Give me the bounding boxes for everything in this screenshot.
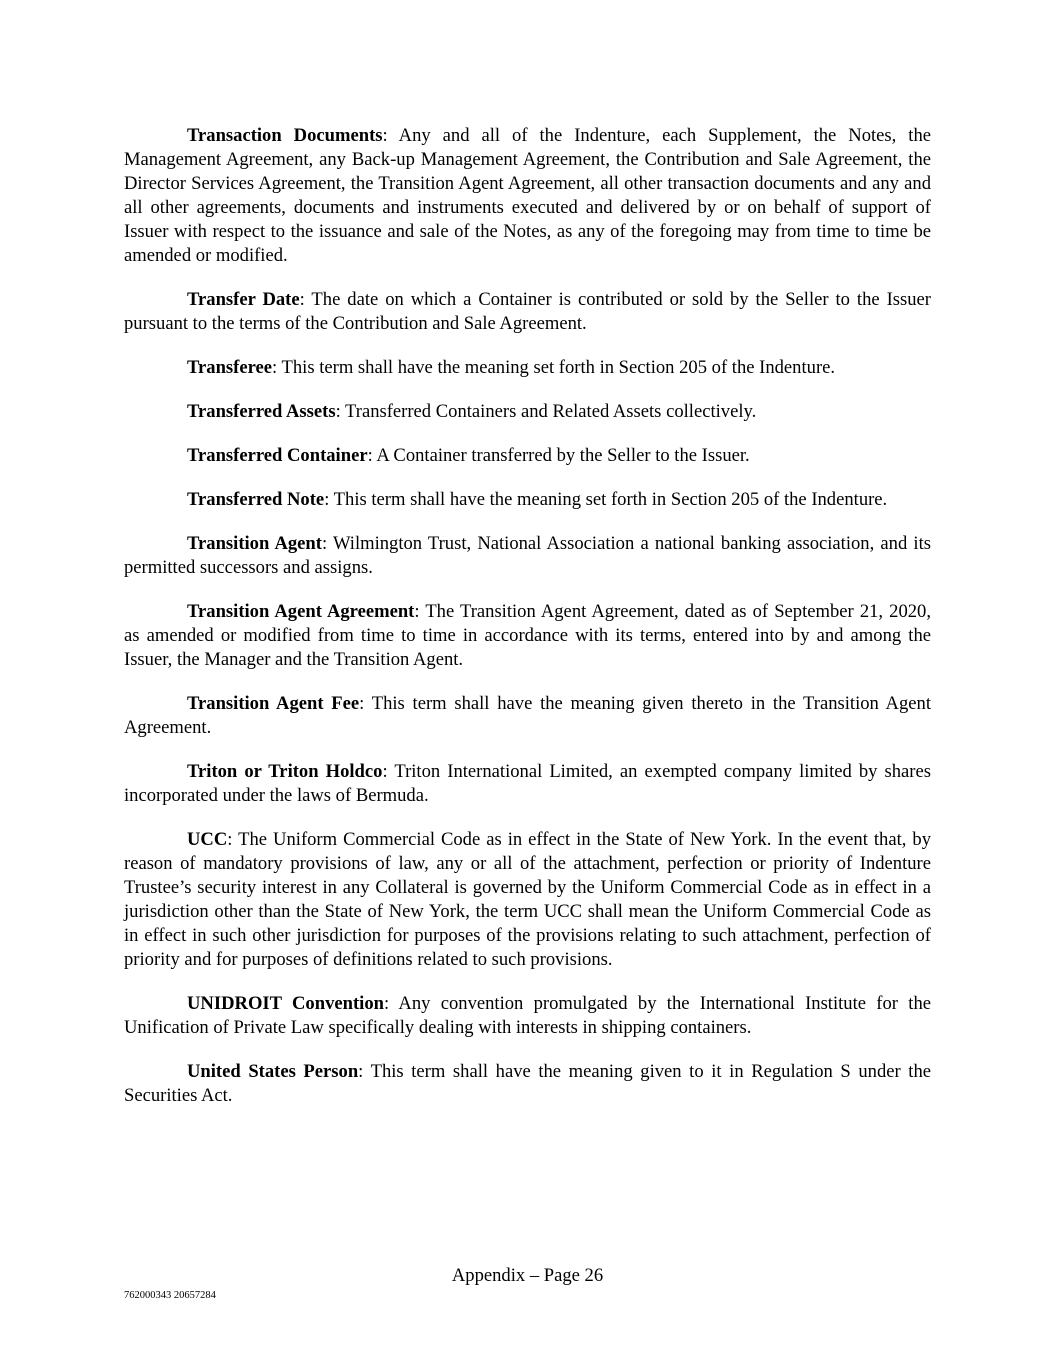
definition-term: Transition Agent bbox=[187, 533, 322, 554]
definition-text: The Uniform Commercial Code as in effect in the State of New York. In the event that, by reason of mandatory provisions of law, any or all of the attachment, perfection or priority of Indenture Trustee’s security interest in any Collateral is governed by the Uniform Commercial Code as in effect in a jurisdiction other than the State of New York, the term UCC shall mean the Uniform Commercial Code as in effect in such other jurisdiction for purposes of the provisions relating to such attachment, perfection of priority and for purposes of definitions related to such provisions. bbox=[124, 829, 932, 970]
definition-term: Transferee bbox=[187, 357, 273, 378]
definition-term: Triton or Triton Holdco bbox=[187, 761, 383, 782]
definition-separator: : bbox=[335, 401, 346, 422]
definition-text: Triton International Limited, an exempted company limited by shares incorporated under the laws of Bermuda. bbox=[124, 761, 931, 806]
definition-text: The Transition Agent Agreement, dated as of September 21, 2020, as amended or modified from time to time in accordance with its terms, entered into by and among the Issuer, the Manager and the Transition Agent. bbox=[124, 601, 931, 670]
definition-separator: : bbox=[324, 489, 334, 510]
definition-transferred-container bbox=[124, 444, 931, 468]
definition-term: Transfer Date bbox=[187, 289, 300, 310]
definition-term: UCC bbox=[187, 829, 228, 850]
definition-term: Transition Agent Fee bbox=[187, 693, 360, 714]
definition-separator: : bbox=[272, 357, 282, 378]
definition-transition-agent-agreement bbox=[124, 600, 931, 672]
definitions-list bbox=[124, 124, 931, 1128]
definition-separator: : bbox=[367, 445, 377, 466]
page-number-footer: Appendix – Page 26 bbox=[451, 1265, 604, 1286]
definition-text: Any convention promulgated by the International Institute for the Unification of Private Law specifically dealing with interests in shipping containers. bbox=[124, 993, 931, 1038]
definition-transaction-documents bbox=[124, 124, 931, 268]
definition-separator: : bbox=[382, 761, 395, 782]
definition-transition-agent bbox=[124, 532, 931, 580]
definition-transferee bbox=[124, 356, 931, 380]
definition-separator: : bbox=[227, 829, 239, 850]
definition-separator: : bbox=[358, 1061, 371, 1082]
definition-separator: : bbox=[359, 693, 372, 714]
definition-term: Transferred Note bbox=[187, 489, 325, 510]
definition-text: This term shall have the meaning given to it in Regulation S under the Securities Act. bbox=[124, 1061, 932, 1106]
definition-separator: : bbox=[382, 125, 399, 146]
definition-transfer-date bbox=[124, 288, 931, 336]
definition-ucc bbox=[124, 828, 931, 972]
definition-text: This term shall have the meaning set forth in Section 205 of the Indenture. bbox=[333, 489, 888, 510]
definition-text: A Container transferred by the Seller to the Issuer. bbox=[376, 445, 750, 466]
definition-unidroit-convention bbox=[124, 992, 931, 1040]
document-id: 762000343 20657284 bbox=[124, 1290, 216, 1301]
definition-text: Transferred Containers and Related Assets collectively. bbox=[345, 401, 757, 422]
definition-united-states-person bbox=[124, 1060, 931, 1108]
definition-transferred-note bbox=[124, 488, 931, 512]
definition-term: Transition Agent Agreement bbox=[187, 601, 415, 622]
definition-term: Transferred Assets bbox=[187, 401, 336, 422]
definition-transferred-assets bbox=[124, 400, 931, 424]
definition-text: This term shall have the meaning given thereto in the Transition Agent Agreement. bbox=[124, 693, 931, 738]
definition-term: Transaction Documents bbox=[187, 125, 383, 146]
definition-text: Wilmington Trust, National Association a national banking association, and its permitted successors and assigns. bbox=[124, 533, 931, 578]
definition-separator: : bbox=[383, 993, 399, 1014]
definition-separator: : bbox=[321, 533, 333, 554]
definition-transition-agent-fee bbox=[124, 692, 931, 740]
definition-separator: : bbox=[299, 289, 312, 310]
definition-term: UNIDROIT Convention bbox=[187, 993, 384, 1014]
definition-term: United States Person bbox=[187, 1061, 359, 1082]
definition-triton-holdco bbox=[124, 760, 931, 808]
definition-separator: : bbox=[414, 601, 426, 622]
definition-text: This term shall have the meaning set forth in Section 205 of the Indenture. bbox=[281, 357, 836, 378]
definition-term: Transferred Container bbox=[187, 445, 368, 466]
definition-text: Any and all of the Indenture, each Supplement, the Notes, the Management Agreement, any Back-up Management Agreement, the Contribution and Sale Agreement, the Director Services Agreement, the Transition Agent Agreement, all other transaction documents and any and all other agreements, documents and instruments executed and delivered by or on behalf of support of Issuer with respect to the issuance and sale of the Notes, as any of the foregoing may from time to time be amended or modified. bbox=[124, 125, 931, 266]
definition-text: The date on which a Container is contributed or sold by the Seller to the Issuer pursuant to the terms of the Contribution and Sale Agreement. bbox=[124, 289, 931, 334]
